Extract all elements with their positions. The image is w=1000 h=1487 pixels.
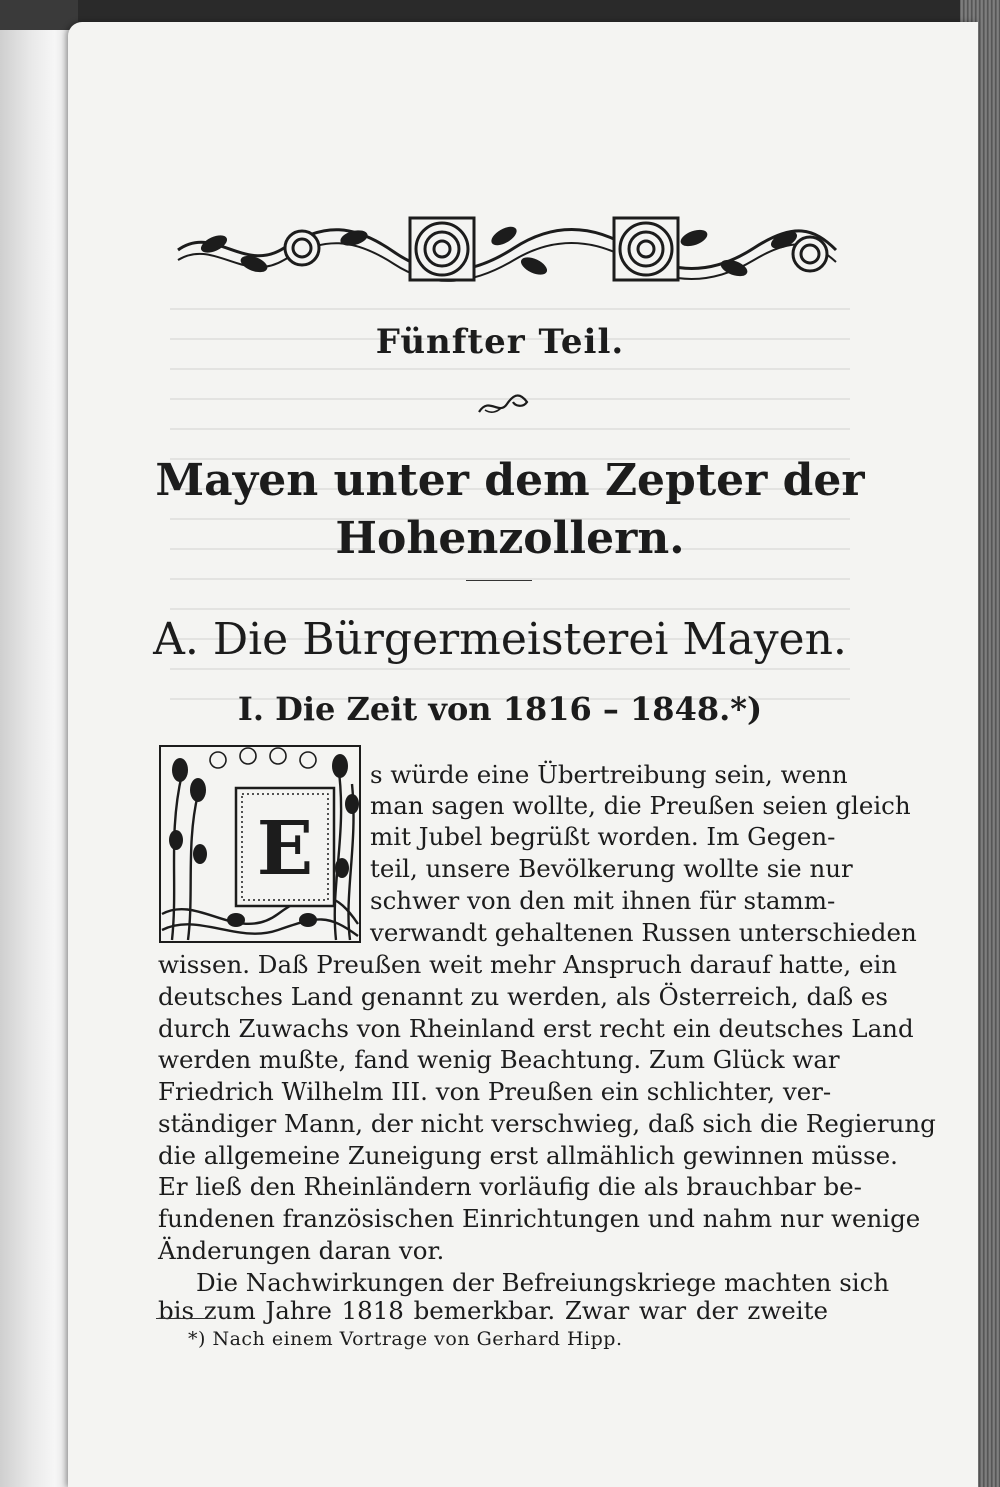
text-line: s würde eine Übertreibung sein, wenn [370,760,848,789]
text-line: mit Jubel begrüßt worden. Im Gegen- [370,822,836,851]
text-line: Friedrich Wilhelm III. von Preußen ein schlichter, ver- [158,1077,832,1106]
chapter-title [140,452,880,568]
footnote: *) Nach einem Vortrage von Gerhard Hipp. [188,1328,623,1350]
chapter-title-line-2: Hohenzollern. [335,513,685,564]
text-line: durch Zuwachs von Rheinland erst recht ein deutsches Land [158,1014,914,1043]
chapter-title-line-1: Mayen unter dem Zepter der [155,455,865,506]
text-line: man sagen wollte, die Preußen seien gleich [370,791,911,820]
text-line: teil, unsere Bevölkerung wollte sie nur [370,854,853,883]
drop-cap-letter: E [256,806,314,892]
left-page-edge [0,0,78,1487]
drop-cap-ornament [158,744,362,944]
subsection-heading-1: I. Die Zeit von 1816 – 1848.*) [237,690,763,728]
text-line: fundenen französischen Einrichtungen und nahm nur wenige [158,1204,921,1233]
text-line: die allgemeine Zuneigung erst allmählich gewinnen müsse. [158,1141,898,1170]
text-line: Änderungen daran vor. [158,1236,445,1265]
text-line: bis zum Jahre 1818 bemerkbar. Zwar war der zweite [158,1296,828,1325]
section-heading-a: A. Die Bürgermeisterei Mayen. [153,614,847,665]
text-line: deutsches Land genannt zu werden, als Österreich, daß es [158,982,888,1011]
text-line: Er ließ den Rheinländern vorläufig die als brauchbar be- [158,1172,862,1201]
binding-strip [0,0,78,30]
text-line: Die Nachwirkungen der Befreiungskriege machten sich [196,1268,890,1297]
text-line: werden mußte, fand wenig Beachtung. Zum Glück war [158,1045,840,1074]
flourish-icon [475,392,531,418]
rose-ornament-icon [174,214,840,284]
title-divider [466,580,532,581]
text-line: ständiger Mann, der nicht verschwieg, daß sich die Regierung [158,1109,936,1138]
text-line: verwandt gehaltenen Russen unterschieden [370,918,917,947]
text-line: schwer von den mit ihnen für stamm- [370,886,836,915]
footnote-rule [156,1318,214,1319]
part-title: Fünfter Teil. [375,322,625,362]
text-line: wissen. Daß Preußen weit mehr Anspruch darauf hatte, ein [158,950,898,979]
